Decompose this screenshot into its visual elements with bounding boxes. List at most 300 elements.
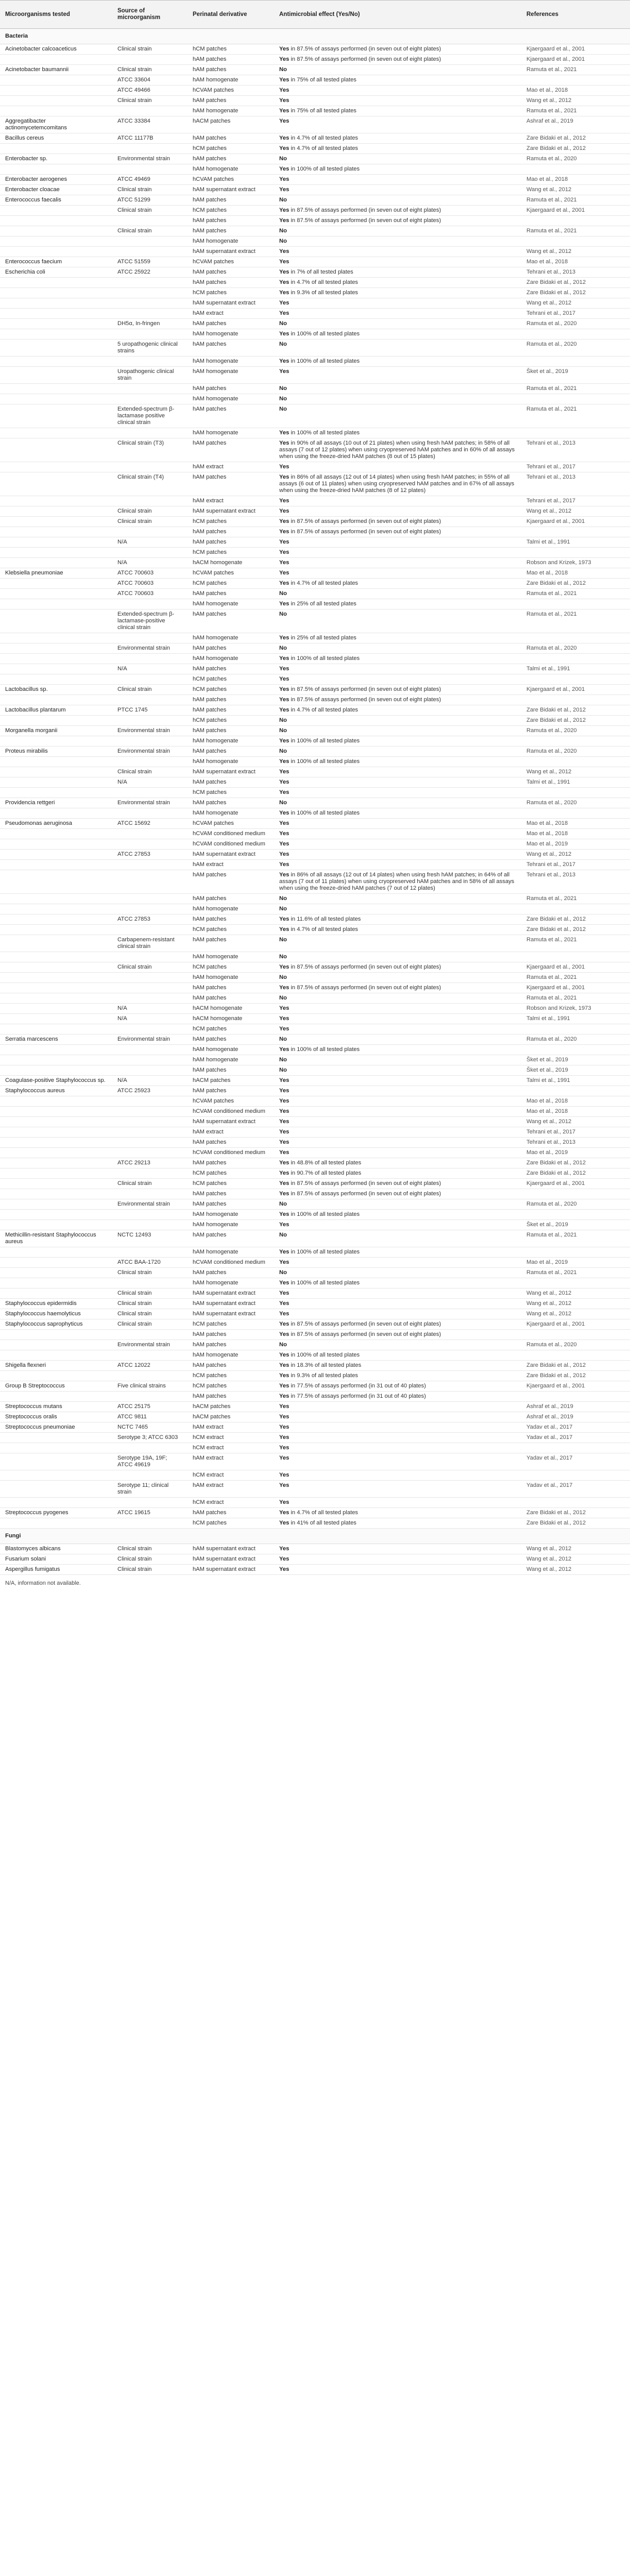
derivative-cell: hAM supernatant extract bbox=[188, 1554, 274, 1565]
microorganism-cell bbox=[0, 1220, 112, 1230]
microorganism-cell bbox=[0, 164, 112, 175]
microorganism-cell bbox=[0, 850, 112, 860]
source-cell bbox=[112, 952, 188, 962]
reference-cell: Wang et al., 2012 bbox=[521, 1117, 630, 1127]
microorganism-cell bbox=[0, 298, 112, 309]
reference-cell: Šket et al., 2019 bbox=[521, 1220, 630, 1230]
effect-cell: Yes bbox=[274, 1299, 521, 1309]
table-row bbox=[0, 643, 630, 654]
source-cell bbox=[112, 1371, 188, 1381]
reference-cell bbox=[521, 952, 630, 962]
derivative-cell: hAM extract bbox=[188, 1422, 274, 1433]
reference-cell: Talmi et al., 1991 bbox=[521, 1076, 630, 1086]
source-cell bbox=[112, 1107, 188, 1117]
effect-cell: Yes in 4.7% of all tested plates bbox=[274, 278, 521, 288]
source-cell bbox=[112, 55, 188, 65]
table-row bbox=[0, 394, 630, 404]
reference-cell: Ramuta et al., 2021 bbox=[521, 993, 630, 1004]
source-cell: Uropathogenic clinical strain bbox=[112, 367, 188, 384]
reference-cell: Zare Bidaki et al., 2012 bbox=[521, 1518, 630, 1529]
microorganism-cell bbox=[0, 394, 112, 404]
reference-cell: Tehrani et al., 2017 bbox=[521, 462, 630, 472]
source-cell: Five clinical strains bbox=[112, 1381, 188, 1392]
derivative-cell: hCM patches bbox=[188, 144, 274, 154]
reference-cell: Wang et al., 2012 bbox=[521, 298, 630, 309]
microorganism-cell: Shigella flexneri bbox=[0, 1361, 112, 1371]
effect-cell: Yes bbox=[274, 829, 521, 839]
microorganism-cell bbox=[0, 537, 112, 548]
microorganism-cell bbox=[0, 472, 112, 496]
table-row bbox=[0, 1117, 630, 1127]
derivative-cell: hAM homogenate bbox=[188, 973, 274, 983]
source-cell bbox=[112, 925, 188, 935]
table-row bbox=[0, 1258, 630, 1268]
reference-cell: Zare Bidaki et al., 2012 bbox=[521, 925, 630, 935]
reference-cell: Ramuta et al., 2021 bbox=[521, 935, 630, 952]
microorganism-cell: Staphylococcus epidermidis bbox=[0, 1299, 112, 1309]
microorganism-cell bbox=[0, 96, 112, 106]
effect-cell: Yes in 4.7% of all tested plates bbox=[274, 579, 521, 589]
table-row bbox=[0, 185, 630, 195]
table-row bbox=[0, 1508, 630, 1518]
reference-cell: Ashraf et al., 2019 bbox=[521, 116, 630, 133]
table-row bbox=[0, 86, 630, 96]
table-row bbox=[0, 1330, 630, 1340]
derivative-cell: hAM homogenate bbox=[188, 75, 274, 86]
reference-cell bbox=[521, 236, 630, 247]
derivative-cell: hCM patches bbox=[188, 288, 274, 298]
microorganism-cell bbox=[0, 1340, 112, 1350]
reference-cell: Ashraf et al., 2019 bbox=[521, 1402, 630, 1412]
table-row bbox=[0, 116, 630, 133]
source-cell bbox=[112, 1127, 188, 1138]
effect-cell: Yes bbox=[274, 1470, 521, 1481]
table-row bbox=[0, 1402, 630, 1412]
source-cell: Serotype 3; ATCC 6303 bbox=[112, 1433, 188, 1443]
derivative-cell: hAM patches bbox=[188, 216, 274, 226]
derivative-cell: hAM homogenate bbox=[188, 1278, 274, 1289]
effect-cell: No bbox=[274, 747, 521, 757]
derivative-cell: hAM supernatant extract bbox=[188, 767, 274, 777]
microorganism-cell bbox=[0, 1330, 112, 1340]
source-cell bbox=[112, 1189, 188, 1199]
reference-cell: Ramuta et al., 2021 bbox=[521, 65, 630, 75]
effect-cell: Yes bbox=[274, 96, 521, 106]
derivative-cell: hAM patches bbox=[188, 1189, 274, 1199]
table-row bbox=[0, 599, 630, 609]
microorganism-cell bbox=[0, 357, 112, 367]
source-cell: 5 uropathogenic clinical strains bbox=[112, 340, 188, 357]
microorganism-cell bbox=[0, 1004, 112, 1014]
effect-cell: Yes bbox=[274, 1086, 521, 1096]
table-row bbox=[0, 850, 630, 860]
reference-cell bbox=[521, 428, 630, 438]
microorganism-cell bbox=[0, 1470, 112, 1481]
table-row bbox=[0, 1096, 630, 1107]
derivative-cell: hAM patches bbox=[188, 798, 274, 808]
effect-cell: Yes bbox=[274, 1014, 521, 1024]
reference-cell bbox=[521, 527, 630, 537]
source-cell: ATCC 51559 bbox=[112, 257, 188, 267]
source-cell: ATCC BAA-1720 bbox=[112, 1258, 188, 1268]
source-cell bbox=[112, 829, 188, 839]
derivative-cell: hCVAM conditioned medium bbox=[188, 1107, 274, 1117]
derivative-cell: hAM extract bbox=[188, 1453, 274, 1470]
microorganism-cell bbox=[0, 962, 112, 973]
effect-cell: Yes bbox=[274, 1498, 521, 1508]
derivative-cell: hACM homogenate bbox=[188, 1014, 274, 1024]
effect-cell: Yes in 87.5% of assays performed (in seven out of eight plates) bbox=[274, 517, 521, 527]
source-cell bbox=[112, 839, 188, 850]
effect-cell: Yes bbox=[274, 462, 521, 472]
source-cell: Clinical strain bbox=[112, 1289, 188, 1299]
microorganism-cell bbox=[0, 914, 112, 925]
derivative-cell: hAM patches bbox=[188, 609, 274, 633]
source-cell bbox=[112, 1330, 188, 1340]
source-cell bbox=[112, 496, 188, 506]
derivative-cell: hCVAM patches bbox=[188, 568, 274, 579]
derivative-cell: hAM supernatant extract bbox=[188, 1309, 274, 1319]
reference-cell: Zare Bidaki et al., 2012 bbox=[521, 144, 630, 154]
microorganism-cell: Acinetobacter calcoaceticus bbox=[0, 44, 112, 55]
microorganism-cell bbox=[0, 983, 112, 993]
effect-cell: Yes bbox=[274, 86, 521, 96]
effect-cell: No bbox=[274, 1055, 521, 1065]
derivative-cell: hCM patches bbox=[188, 674, 274, 685]
reference-cell: Zare Bidaki et al., 2012 bbox=[521, 278, 630, 288]
derivative-cell: hAM patches bbox=[188, 894, 274, 904]
reference-cell: Robson and Krizek, 1973 bbox=[521, 558, 630, 568]
reference-cell bbox=[521, 1278, 630, 1289]
table-row bbox=[0, 1065, 630, 1076]
microorganism-cell bbox=[0, 1158, 112, 1168]
microorganism-cell bbox=[0, 404, 112, 428]
table-row bbox=[0, 1392, 630, 1402]
source-cell: Environmental strain bbox=[112, 154, 188, 164]
reference-cell: Ramuta et al., 2020 bbox=[521, 1340, 630, 1350]
table-row bbox=[0, 1443, 630, 1453]
derivative-cell: hCM patches bbox=[188, 579, 274, 589]
effect-cell: Yes bbox=[274, 1096, 521, 1107]
microorganism-cell bbox=[0, 517, 112, 527]
table-row bbox=[0, 96, 630, 106]
derivative-cell: hAM patches bbox=[188, 1268, 274, 1278]
effect-cell: No bbox=[274, 394, 521, 404]
source-cell bbox=[112, 278, 188, 288]
effect-cell: Yes in 87.5% of assays performed (in seven out of eight plates) bbox=[274, 1319, 521, 1330]
effect-cell: Yes bbox=[274, 777, 521, 788]
table-row bbox=[0, 384, 630, 394]
reference-cell: Ramuta et al., 2021 bbox=[521, 609, 630, 633]
derivative-cell: hACM homogenate bbox=[188, 1004, 274, 1014]
effect-cell: No bbox=[274, 1268, 521, 1278]
table-row bbox=[0, 206, 630, 216]
source-cell: Serotype 11; clinical strain bbox=[112, 1481, 188, 1498]
microorganism-cell bbox=[0, 777, 112, 788]
microorganism-cell: Coagulase-positive Staphylococcus sp. bbox=[0, 1076, 112, 1086]
microorganism-cell bbox=[0, 1055, 112, 1065]
source-cell: Clinical strain bbox=[112, 962, 188, 973]
source-cell bbox=[112, 428, 188, 438]
derivative-cell: hAM extract bbox=[188, 309, 274, 319]
reference-cell: Mao et al., 2018 bbox=[521, 175, 630, 185]
derivative-cell: hAM patches bbox=[188, 1199, 274, 1210]
reference-cell: Wang et al., 2012 bbox=[521, 1554, 630, 1565]
table-row bbox=[0, 1045, 630, 1055]
effect-cell: No bbox=[274, 589, 521, 599]
effect-cell: Yes bbox=[274, 175, 521, 185]
table-row bbox=[0, 55, 630, 65]
table-row bbox=[0, 65, 630, 75]
reference-cell: Zare Bidaki et al., 2012 bbox=[521, 133, 630, 144]
table-row bbox=[0, 1289, 630, 1299]
source-cell: Extended-spectrum β-lactamase-positive clinical strain bbox=[112, 609, 188, 633]
source-cell: Environmental strain bbox=[112, 1199, 188, 1210]
derivative-cell: hAM homogenate bbox=[188, 164, 274, 175]
source-cell bbox=[112, 1210, 188, 1220]
derivative-cell: hCM patches bbox=[188, 1381, 274, 1392]
microorganism-cell bbox=[0, 589, 112, 599]
reference-cell: Robson and Krizek, 1973 bbox=[521, 1004, 630, 1014]
derivative-cell: hCM patches bbox=[188, 1179, 274, 1189]
reference-cell: Tehrani et al., 2017 bbox=[521, 860, 630, 870]
reference-cell bbox=[521, 1392, 630, 1402]
effect-cell: No bbox=[274, 1230, 521, 1247]
effect-cell: Yes in 4.7% of all tested plates bbox=[274, 1508, 521, 1518]
source-cell bbox=[112, 1443, 188, 1453]
reference-cell: Tehrani et al., 2013 bbox=[521, 472, 630, 496]
microorganism-cell bbox=[0, 1498, 112, 1508]
effect-cell: Yes in 75% of all tested plates bbox=[274, 75, 521, 86]
derivative-cell: hAM homogenate bbox=[188, 367, 274, 384]
reference-cell: Ramuta et al., 2020 bbox=[521, 643, 630, 654]
reference-cell: Talmi et al., 1991 bbox=[521, 1014, 630, 1024]
effect-cell: Yes bbox=[274, 506, 521, 517]
source-cell: ATCC 9811 bbox=[112, 1412, 188, 1422]
reference-cell: Ramuta et al., 2020 bbox=[521, 1199, 630, 1210]
derivative-cell: hAM extract bbox=[188, 860, 274, 870]
table-row bbox=[0, 164, 630, 175]
table-row bbox=[0, 589, 630, 599]
table-row bbox=[0, 808, 630, 819]
microorganism-cell: Enterococcus faecium bbox=[0, 257, 112, 267]
table-row bbox=[0, 757, 630, 767]
source-cell bbox=[112, 757, 188, 767]
derivative-cell: hAM patches bbox=[188, 1340, 274, 1350]
derivative-cell: hCVAM patches bbox=[188, 175, 274, 185]
reference-cell: Ramuta et al., 2020 bbox=[521, 340, 630, 357]
derivative-cell: hAM patches bbox=[188, 777, 274, 788]
group-label: Fungi bbox=[0, 1529, 630, 1544]
header-references: References bbox=[521, 1, 630, 29]
table-row bbox=[0, 935, 630, 952]
table-row bbox=[0, 829, 630, 839]
reference-cell: Wang et al., 2012 bbox=[521, 850, 630, 860]
reference-cell: Tehrani et al., 2017 bbox=[521, 309, 630, 319]
derivative-cell: hACM patches bbox=[188, 1076, 274, 1086]
source-cell: ATCC 15692 bbox=[112, 819, 188, 829]
table-footnote: N/A, information not available. bbox=[5, 1580, 81, 1586]
microorganism-cell: Acinetobacter baumannii bbox=[0, 65, 112, 75]
derivative-cell: hAM patches bbox=[188, 1065, 274, 1076]
derivative-cell: hCM patches bbox=[188, 925, 274, 935]
source-cell: Clinical strain bbox=[112, 44, 188, 55]
reference-cell: Tehrani et al., 2013 bbox=[521, 870, 630, 894]
derivative-cell: hAM patches bbox=[188, 267, 274, 278]
reference-cell: Wang et al., 2012 bbox=[521, 506, 630, 517]
microorganism-cell bbox=[0, 599, 112, 609]
derivative-cell: hACM homogenate bbox=[188, 558, 274, 568]
microorganism-cell: Streptococcus pneumoniae bbox=[0, 1422, 112, 1433]
microorganism-cell bbox=[0, 767, 112, 777]
derivative-cell: hACM patches bbox=[188, 116, 274, 133]
microorganism-cell: Pseudomonas aeruginosa bbox=[0, 819, 112, 829]
source-cell: Clinical strain bbox=[112, 517, 188, 527]
table-row bbox=[0, 1127, 630, 1138]
effect-cell: Yes in 87.5% of assays performed (in seven out of eight plates) bbox=[274, 206, 521, 216]
derivative-cell: hAM patches bbox=[188, 870, 274, 894]
derivative-cell: hCM patches bbox=[188, 1371, 274, 1381]
reference-cell bbox=[521, 1210, 630, 1220]
table-row bbox=[0, 568, 630, 579]
derivative-cell: hAM patches bbox=[188, 438, 274, 462]
source-cell: Clinical strain bbox=[112, 1299, 188, 1309]
table-row bbox=[0, 952, 630, 962]
derivative-cell: hAM homogenate bbox=[188, 106, 274, 116]
table-row bbox=[0, 695, 630, 705]
microorganism-cell bbox=[0, 1107, 112, 1117]
table-row bbox=[0, 1230, 630, 1247]
derivative-cell: hAM homogenate bbox=[188, 757, 274, 767]
table-row bbox=[0, 1086, 630, 1096]
table-body bbox=[0, 29, 630, 1575]
microorganism-cell bbox=[0, 860, 112, 870]
effect-cell: Yes bbox=[274, 298, 521, 309]
table-row bbox=[0, 267, 630, 278]
table-row bbox=[0, 404, 630, 428]
derivative-cell: hAM patches bbox=[188, 96, 274, 106]
effect-cell: Yes in 41% of all tested plates bbox=[274, 1518, 521, 1529]
effect-cell: Yes bbox=[274, 664, 521, 674]
microorganism-cell bbox=[0, 329, 112, 340]
microorganism-cell bbox=[0, 973, 112, 983]
effect-cell: Yes bbox=[274, 185, 521, 195]
source-cell: Carbapenem-resistant clinical strain bbox=[112, 935, 188, 952]
derivative-cell: hAM patches bbox=[188, 1508, 274, 1518]
microorganism-cell: Enterococcus faecalis bbox=[0, 195, 112, 206]
microorganism-cell bbox=[0, 216, 112, 226]
derivative-cell: hACM patches bbox=[188, 1412, 274, 1422]
effect-cell: Yes bbox=[274, 1117, 521, 1127]
table-row bbox=[0, 1422, 630, 1433]
microorganism-cell bbox=[0, 1065, 112, 1076]
effect-cell: Yes in 100% of all tested plates bbox=[274, 1350, 521, 1361]
microorganism-cell bbox=[0, 340, 112, 357]
microorganism-cell bbox=[0, 462, 112, 472]
reference-cell: Kjaergaard et al., 2001 bbox=[521, 1319, 630, 1330]
derivative-cell: hAM patches bbox=[188, 133, 274, 144]
reference-cell: Kjaergaard et al., 2001 bbox=[521, 962, 630, 973]
reference-cell: Tehrani et al., 2013 bbox=[521, 1138, 630, 1148]
microorganism-cell: Streptococcus oralis bbox=[0, 1412, 112, 1422]
microorganism-cell bbox=[0, 278, 112, 288]
effect-cell: Yes in 87.5% of assays performed (in seven out of eight plates) bbox=[274, 55, 521, 65]
microorganism-cell: Fusarium solani bbox=[0, 1554, 112, 1565]
microorganism-cell bbox=[0, 664, 112, 674]
source-cell bbox=[112, 983, 188, 993]
microorganism-cell: Aggregatibacter actinomycetemcomitans bbox=[0, 116, 112, 133]
microorganism-cell: Serratia marcescens bbox=[0, 1035, 112, 1045]
table-row bbox=[0, 195, 630, 206]
derivative-cell: hAM patches bbox=[188, 993, 274, 1004]
microorganism-cell: Methicillin-resistant Staphylococcus aureus bbox=[0, 1230, 112, 1247]
table-row bbox=[0, 340, 630, 357]
reference-cell bbox=[521, 633, 630, 643]
effect-cell: No bbox=[274, 798, 521, 808]
effect-cell: Yes in 9.3% of all tested plates bbox=[274, 1371, 521, 1381]
derivative-cell: hAM homogenate bbox=[188, 1247, 274, 1258]
reference-cell bbox=[521, 788, 630, 798]
source-cell: Clinical strain bbox=[112, 206, 188, 216]
reference-cell: Mao et al., 2019 bbox=[521, 839, 630, 850]
source-cell bbox=[112, 1117, 188, 1127]
effect-cell: Yes bbox=[274, 1024, 521, 1035]
table-row bbox=[0, 144, 630, 154]
source-cell bbox=[112, 527, 188, 537]
microorganism-cell: Lactobacillus plantarum bbox=[0, 705, 112, 716]
derivative-cell: hAM homogenate bbox=[188, 1210, 274, 1220]
table-row bbox=[0, 506, 630, 517]
derivative-cell: hAM homogenate bbox=[188, 1055, 274, 1065]
reference-cell: Talmi et al., 1991 bbox=[521, 777, 630, 788]
reference-cell bbox=[521, 695, 630, 705]
effect-cell: Yes bbox=[274, 116, 521, 133]
table-row bbox=[0, 1299, 630, 1309]
source-cell: Serotype 19A, 19F; ATCC 49619 bbox=[112, 1453, 188, 1470]
microorganism-cell bbox=[0, 1096, 112, 1107]
microorganism-cell bbox=[0, 1014, 112, 1024]
table-row bbox=[0, 1412, 630, 1422]
source-cell bbox=[112, 654, 188, 664]
derivative-cell: hAM patches bbox=[188, 537, 274, 548]
table-row bbox=[0, 44, 630, 55]
table-row bbox=[0, 609, 630, 633]
table-row bbox=[0, 367, 630, 384]
microorganism-cell bbox=[0, 788, 112, 798]
reference-cell: Tehrani et al., 2017 bbox=[521, 1127, 630, 1138]
effect-cell: No bbox=[274, 935, 521, 952]
microorganism-cell bbox=[0, 1210, 112, 1220]
derivative-cell: hAM patches bbox=[188, 695, 274, 705]
table-row bbox=[0, 1148, 630, 1158]
table-row bbox=[0, 558, 630, 568]
microorganism-cell bbox=[0, 1258, 112, 1268]
reference-cell: Zare Bidaki et al., 2012 bbox=[521, 716, 630, 726]
header-derivative: Perinatal derivative bbox=[188, 1, 274, 29]
effect-cell: Yes bbox=[274, 839, 521, 850]
table-row bbox=[0, 527, 630, 537]
table-row bbox=[0, 1107, 630, 1117]
source-cell: ATCC 49469 bbox=[112, 175, 188, 185]
effect-cell: Yes in 87.5% of assays performed (in seven out of eight plates) bbox=[274, 983, 521, 993]
effect-cell: Yes bbox=[274, 568, 521, 579]
reference-cell: Tehrani et al., 2013 bbox=[521, 267, 630, 278]
source-cell: ATCC 51299 bbox=[112, 195, 188, 206]
table-row bbox=[0, 309, 630, 319]
effect-cell: Yes in 90.7% of all tested plates bbox=[274, 1168, 521, 1179]
effect-cell: Yes bbox=[274, 367, 521, 384]
header-microorganisms: Microorganisms tested bbox=[0, 1, 112, 29]
